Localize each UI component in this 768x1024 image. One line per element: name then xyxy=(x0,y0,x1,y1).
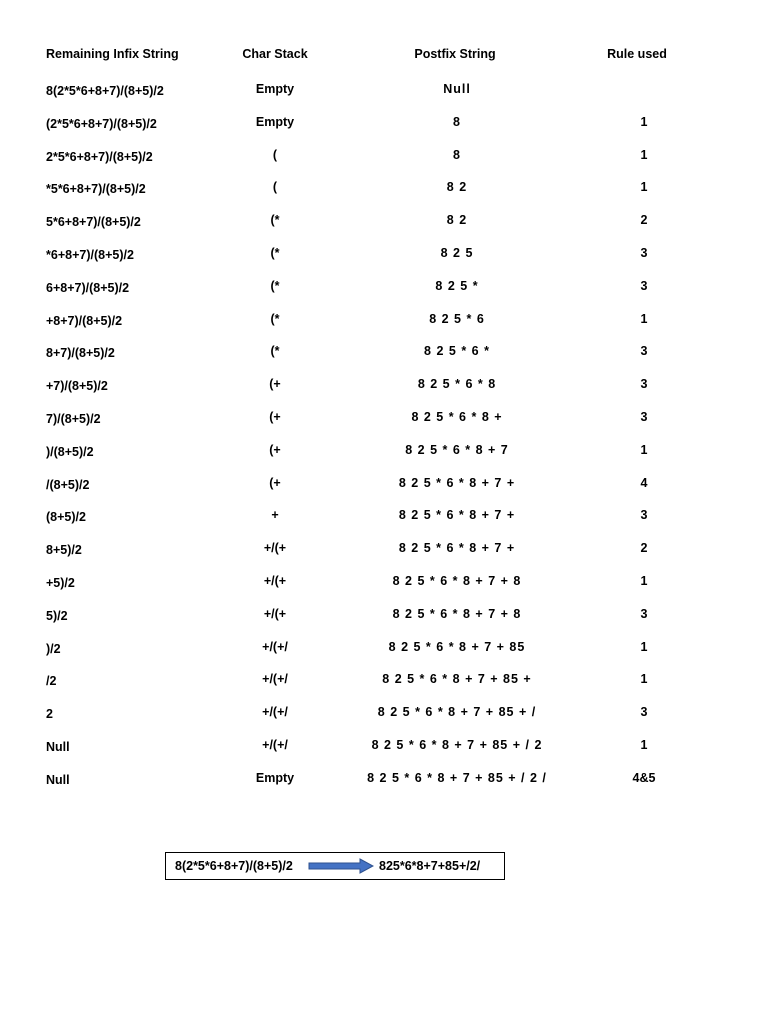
infix-cell: 8(2*5*6+8+7)/(8+5)/2 xyxy=(46,84,164,98)
postfix-cell: 8 2 5 * 6 * 8 + 7 + 85 + / xyxy=(377,705,537,719)
header-rule-used: Rule used xyxy=(607,47,667,61)
rule-cell: 3 xyxy=(640,705,648,719)
postfix-cell: 8 2 5 * 6 * 8 + 7 + 8 xyxy=(392,574,522,588)
infix-cell: /(8+5)/2 xyxy=(46,478,90,492)
summary-infix: 8(2*5*6+8+7)/(8+5)/2 xyxy=(175,859,293,873)
rule-cell: 1 xyxy=(640,443,648,457)
rule-cell: 3 xyxy=(640,246,648,260)
infix-cell: 5*6+8+7)/(8+5)/2 xyxy=(46,215,141,229)
rule-cell: 1 xyxy=(640,115,648,129)
postfix-cell: 8 2 5 * 6 * 8 + 7 + 8 xyxy=(392,607,522,621)
rule-cell: 1 xyxy=(640,738,648,752)
infix-cell: +5)/2 xyxy=(46,576,75,590)
postfix-cell: 8 2 5 * 6 * 8 + 7 + xyxy=(398,508,516,522)
postfix-cell: 8 2 5 xyxy=(440,246,474,260)
infix-cell: 6+8+7)/(8+5)/2 xyxy=(46,281,130,295)
header-postfix-string: Postfix String xyxy=(414,47,496,61)
rule-cell: 3 xyxy=(640,410,648,424)
infix-cell: *6+8+7)/(8+5)/2 xyxy=(46,248,134,262)
postfix-cell: 8 2 5 * 6 * 8 + xyxy=(411,410,503,424)
rule-cell: 3 xyxy=(640,279,648,293)
stack-cell: + xyxy=(271,508,279,522)
postfix-cell: 8 2 5 * 6 * 8 xyxy=(417,377,497,391)
stack-cell: Empty xyxy=(255,82,295,96)
stack-cell: (* xyxy=(270,246,280,260)
stack-cell: +/(+ xyxy=(263,607,287,621)
infix-cell: /2 xyxy=(46,674,57,688)
summary-postfix: 825*6*8+7+85+/2/ xyxy=(379,859,481,873)
infix-cell: )/2 xyxy=(46,642,61,656)
infix-cell: 2 xyxy=(46,707,53,721)
infix-cell: 2*5*6+8+7)/(8+5)/2 xyxy=(46,150,153,164)
stack-cell: (+ xyxy=(269,476,281,490)
stack-cell: (+ xyxy=(269,443,281,457)
stack-cell: (+ xyxy=(269,410,281,424)
infix-cell: +8+7)/(8+5)/2 xyxy=(46,314,123,328)
infix-cell: *5*6+8+7)/(8+5)/2 xyxy=(46,182,146,196)
stack-cell: +/(+/ xyxy=(262,640,288,654)
postfix-cell: Null xyxy=(443,82,471,96)
rule-cell: 1 xyxy=(640,312,648,326)
stack-cell: Empty xyxy=(255,115,295,129)
postfix-cell: 8 2 5 * 6 * 8 + 7 + xyxy=(398,476,516,490)
header-remaining-infix: Remaining Infix String xyxy=(46,47,179,61)
postfix-cell: 8 2 5 * 6 * 8 + 7 + 85 + / 2 / xyxy=(367,771,547,785)
right-arrow-icon xyxy=(308,858,374,874)
rule-cell: 3 xyxy=(640,607,648,621)
postfix-cell: 8 2 5 * 6 * 8 + 7 + 85 + / 2 xyxy=(371,738,543,752)
postfix-cell: 8 2 5 * 6 * 8 + 7 xyxy=(405,443,509,457)
rule-cell: 4 xyxy=(640,476,648,490)
infix-cell: (8+5)/2 xyxy=(46,510,86,524)
stack-cell: +/(+ xyxy=(263,574,287,588)
rule-cell: 3 xyxy=(640,344,648,358)
infix-cell: )/(8+5)/2 xyxy=(46,445,94,459)
rule-cell: 2 xyxy=(640,541,648,555)
rule-cell: 1 xyxy=(640,640,648,654)
postfix-cell: 8 2 5 * 6 * xyxy=(424,344,490,358)
postfix-cell: 8 2 xyxy=(446,180,468,194)
stack-cell: ( xyxy=(272,180,278,194)
postfix-cell: 8 2 5 * 6 * 8 + 7 + xyxy=(398,541,516,555)
stack-cell: (+ xyxy=(269,377,281,391)
postfix-cell: 8 2 5 * xyxy=(435,279,479,293)
rule-cell: 1 xyxy=(640,672,648,686)
stack-cell: +/(+ xyxy=(263,541,287,555)
rule-cell: 1 xyxy=(640,148,648,162)
infix-cell: 8+7)/(8+5)/2 xyxy=(46,346,115,360)
infix-cell: Null xyxy=(46,773,70,787)
stack-cell: ( xyxy=(272,148,278,162)
stack-cell: (* xyxy=(270,279,280,293)
postfix-cell: 8 xyxy=(453,148,461,162)
infix-cell: +7)/(8+5)/2 xyxy=(46,379,108,393)
stack-cell: (* xyxy=(270,312,280,326)
stack-cell: +/(+/ xyxy=(262,672,288,686)
stack-cell: (* xyxy=(270,344,280,358)
header-char-stack: Char Stack xyxy=(242,47,308,61)
infix-cell: (2*5*6+8+7)/(8+5)/2 xyxy=(46,117,157,131)
rule-cell: 3 xyxy=(640,508,648,522)
postfix-cell: 8 xyxy=(453,115,461,129)
conversion-summary-box xyxy=(165,852,505,880)
infix-cell: 5)/2 xyxy=(46,609,68,623)
postfix-cell: 8 2 xyxy=(446,213,468,227)
stack-cell: +/(+/ xyxy=(262,738,288,752)
rule-cell: 4&5 xyxy=(632,771,656,785)
infix-cell: Null xyxy=(46,740,70,754)
rule-cell: 3 xyxy=(640,377,648,391)
rule-cell: 1 xyxy=(640,574,648,588)
stack-cell: +/(+/ xyxy=(262,705,288,719)
rule-cell: 1 xyxy=(640,180,648,194)
postfix-cell: 8 2 5 * 6 * 8 + 7 + 85 xyxy=(388,640,526,654)
infix-cell: 8+5)/2 xyxy=(46,543,82,557)
rule-cell: 2 xyxy=(640,213,648,227)
stack-cell: (* xyxy=(270,213,280,227)
postfix-cell: 8 2 5 * 6 xyxy=(429,312,485,326)
infix-cell: 7)/(8+5)/2 xyxy=(46,412,101,426)
postfix-cell: 8 2 5 * 6 * 8 + 7 + 85 + xyxy=(382,672,532,686)
stack-cell: Empty xyxy=(255,771,295,785)
